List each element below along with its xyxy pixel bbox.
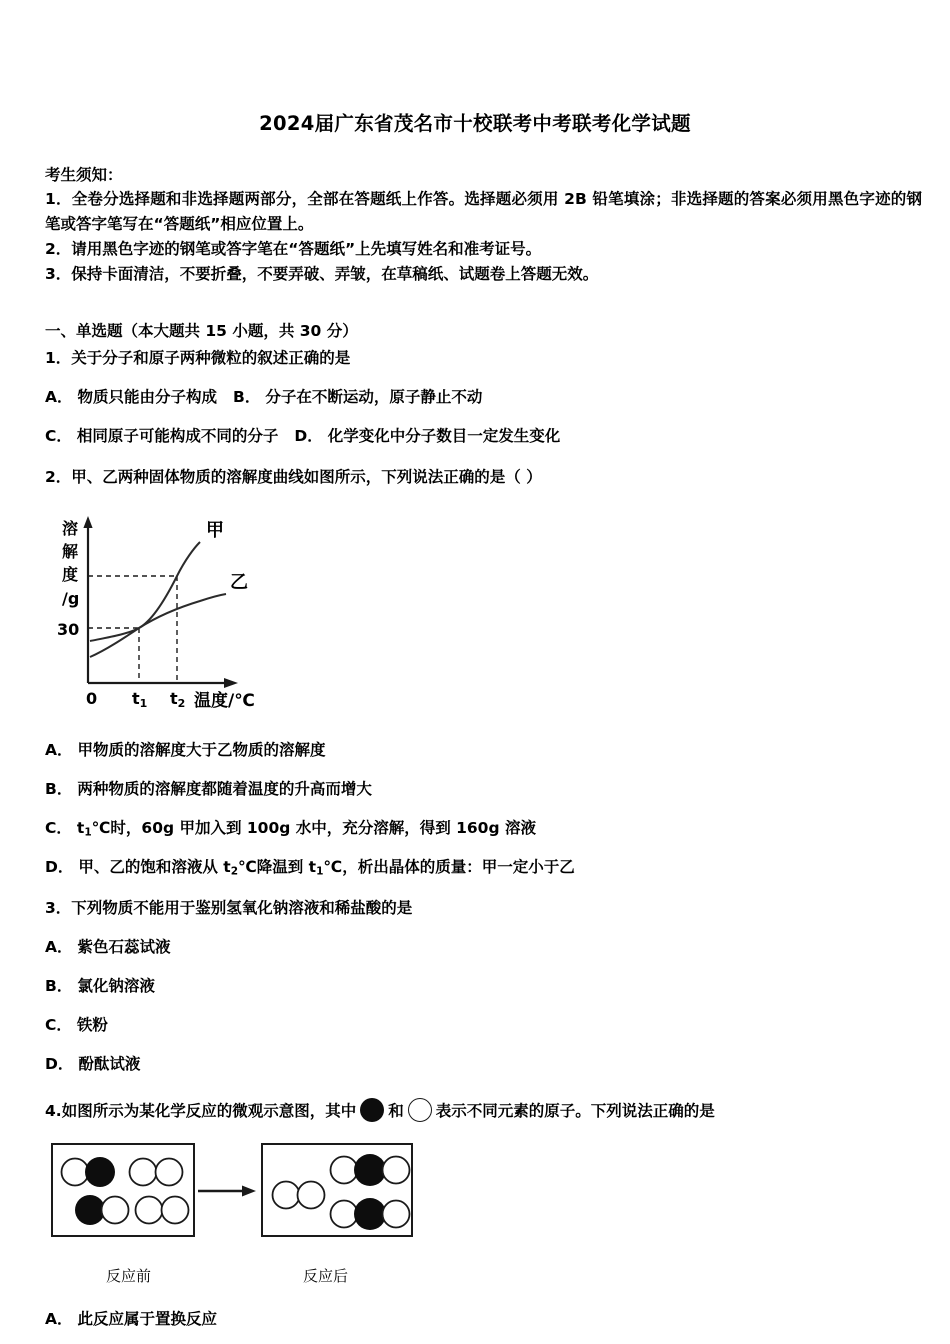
question-1-number: 1． [45, 349, 72, 368]
option-c-label: C． [45, 1015, 72, 1034]
question-4-text-part-2: 表示不同元素的原子。下列说法正确的是 [435, 1102, 715, 1121]
white-atom-icon [162, 1197, 189, 1224]
reaction-arrow-head [242, 1186, 256, 1197]
section-heading-single-choice: 一、单选题（本大题共 15 小题，共 30 分） [45, 322, 358, 341]
question-3-option-b [0, 974, 950, 999]
white-atom-icon [331, 1157, 358, 1184]
option-c-text: 相同原子可能构成不同的分子 [76, 427, 279, 446]
option-c-text: 铁粉 [76, 1015, 108, 1034]
x-axis-arrow [224, 678, 238, 688]
option-d-label: D． [45, 1054, 74, 1073]
white-atom-icon [130, 1159, 157, 1186]
caption-before-reaction: 反应前 [106, 1267, 152, 1286]
option-d-text-part-3: ℃，析出晶体的质量：甲一定小于乙 [323, 857, 575, 876]
solubility-curve-figure [48, 508, 288, 708]
y-tick-label-30: 30 [57, 620, 80, 640]
y-axis-label-char-3: 度 [62, 565, 79, 585]
option-c-text-part-1: t [76, 818, 85, 837]
white-atom-icon [408, 1098, 432, 1122]
question-2-option-d [0, 855, 950, 880]
curve-jia [90, 542, 200, 641]
white-atom-icon [62, 1159, 89, 1186]
notice-heading: 考生须知： [45, 166, 123, 184]
x-axis-label: 温度/℃ [194, 691, 255, 709]
caption-after-reaction: 反应后 [303, 1267, 349, 1286]
option-a-text: 紫色石蕊试液 [77, 938, 171, 957]
x-tick-label-t1: t1 [132, 689, 148, 709]
white-atom-icon [383, 1201, 410, 1228]
notice-line-3: 3．保持卡面清洁，不要折叠，不要弄破、弄皱，在草稿纸、试题卷上答题无效。 [45, 265, 599, 284]
white-atom-icon [156, 1159, 183, 1186]
reaction-microscopic-figure [48, 1138, 438, 1263]
question-4-conjunction: 和 [388, 1102, 404, 1121]
white-atom-icon [383, 1157, 410, 1184]
option-b-text: 两种物质的溶解度都随着温度的升高而增大 [77, 779, 372, 798]
solubility-curve-svg [48, 508, 288, 708]
curve-yi [90, 594, 226, 657]
question-3-option-d [0, 1052, 950, 1077]
reaction-diagram-svg [48, 1138, 438, 1263]
black-atom-icon [354, 1154, 386, 1186]
question-2-option-b [0, 777, 950, 802]
notice-line-1: 1．全卷分选择题和非选择题两部分，全部在答题纸上作答。选择题必须用 2B 铅笔填涂；非选择题的答案必须用黑色字迹的钢笔或答字笔写在“答题纸”相应位置上。 [45, 190, 922, 234]
question-2-text: 甲、乙两种固体物质的溶解度曲线如图所示，下列说法正确的是（ ） [71, 467, 542, 486]
question-3-number: 3． [45, 899, 72, 918]
question-2-option-a [0, 738, 950, 763]
option-a-label: A． [45, 1310, 73, 1329]
white-atom-icon [298, 1182, 325, 1209]
option-b-label: B． [45, 779, 73, 798]
option-a-text: 甲物质的溶解度大于乙物质的溶解度 [77, 741, 326, 760]
question-1-options-row-1 [0, 385, 950, 410]
option-a-text: 此反应属于置换反应 [77, 1310, 218, 1329]
candidate-notice [0, 163, 950, 287]
page-title: 2024届广东省茂名市十校联考中考联考化学试题 [259, 112, 691, 135]
option-d-subscript-1: 2 [230, 865, 239, 878]
option-b-text: 氯化钠溶液 [77, 976, 155, 995]
question-1-options-row-2 [0, 424, 950, 449]
black-atom-icon [354, 1198, 386, 1230]
question-4-number: 4. [45, 1102, 62, 1121]
question-2-option-c [0, 816, 950, 841]
reaction-captions [48, 1265, 438, 1291]
option-c-subscript-1: 1 [84, 825, 92, 838]
question-3-option-c [0, 1013, 950, 1038]
option-b-label: B． [45, 976, 73, 995]
white-atom-icon [136, 1197, 163, 1224]
x-tick-label-t2: t2 [170, 689, 186, 709]
question-3-text: 下列物质不能用于鉴别氢氧化钠溶液和稀盐酸的是 [71, 899, 413, 918]
option-d-text: 酚酞试液 [78, 1054, 141, 1073]
option-c-text-part-2: ℃时，60g 甲加入到 100g 水中，充分溶解，得到 160g 溶液 [91, 818, 536, 837]
y-axis-label-char-4: /g [62, 589, 80, 609]
option-d-text-part-2: ℃降温到 t [238, 857, 317, 876]
y-axis-label-char-1: 溶 [62, 519, 79, 539]
black-atom-icon [360, 1098, 384, 1122]
question-1-stem [0, 346, 950, 371]
option-b-text: 分子在不断运动，原子静止不动 [265, 388, 483, 407]
question-3-stem [0, 896, 950, 921]
curve-label-yi: 乙 [230, 572, 248, 594]
x-origin-label: 0 [86, 689, 98, 709]
question-2-stem [0, 465, 950, 490]
black-atom-icon [75, 1195, 105, 1225]
option-a-label: A． [45, 741, 73, 760]
question-4-text-part-1: 如图所示为某化学反应的微观示意图，其中 [61, 1102, 357, 1121]
notice-line-2: 2．请用黑色字迹的钢笔或答字笔在“答题纸”上先填写姓名和准考证号。 [45, 240, 542, 259]
question-2-number: 2． [45, 467, 72, 486]
y-axis-arrow [83, 516, 92, 528]
option-b-label: B． [233, 388, 261, 407]
option-d-subscript-2: 1 [316, 865, 324, 878]
black-atom-icon [85, 1157, 115, 1187]
y-axis-label-char-2: 解 [62, 542, 79, 562]
option-c-label: C． [45, 427, 72, 446]
option-a-text: 物质只能由分子构成 [77, 388, 218, 407]
option-d-text: 化学变化中分子数目一定发生变化 [327, 427, 561, 446]
option-a-label: A． [45, 938, 73, 957]
option-a-label: A． [45, 388, 73, 407]
option-c-label: C． [45, 818, 72, 837]
white-atom-icon [331, 1201, 358, 1228]
question-4-stem [0, 1098, 950, 1124]
option-d-text-part-1: 甲、乙的饱和溶液从 t [78, 857, 231, 876]
option-d-label: D． [45, 857, 74, 876]
question-1-text: 关于分子和原子两种微粒的叙述正确的是 [71, 349, 351, 368]
curve-label-jia: 甲 [206, 520, 224, 542]
white-atom-icon [102, 1197, 129, 1224]
question-3-option-a [0, 935, 950, 960]
question-4-option-a [0, 1307, 950, 1332]
option-d-label: D． [294, 427, 323, 446]
white-atom-icon [273, 1182, 300, 1209]
